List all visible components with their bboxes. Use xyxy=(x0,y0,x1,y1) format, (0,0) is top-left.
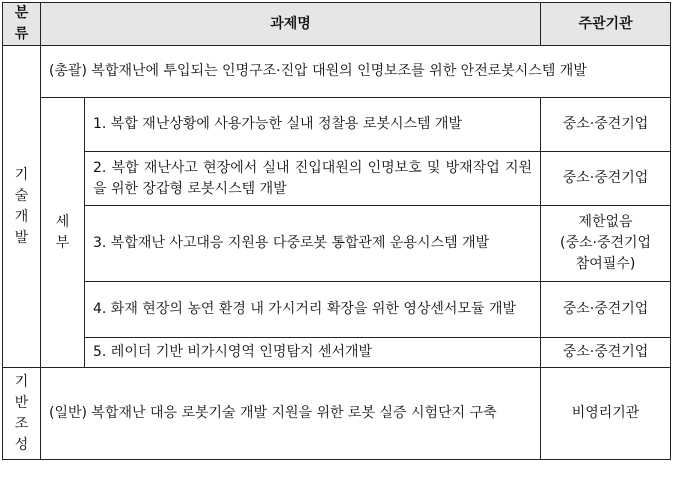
task-table xyxy=(2,2,671,460)
infra-task-text: (일반) 복합재난 대응 로봇기술 개발 지원을 위한 로봇 실증 시험단지 구축 xyxy=(41,368,541,460)
detail-task-text: 5. 레이더 기반 비가시영역 인명탐지 센서개발 xyxy=(85,338,541,368)
detail-task-text: 1. 복합 재난상황에 사용가능한 실내 정찰용 로봇시스템 개발 xyxy=(85,98,541,152)
detail-task-text: 4. 화재 현장의 농연 환경 내 가시거리 확장을 위한 영상센서모듈 개발 xyxy=(85,282,541,338)
infra-organization: 비영리기관 xyxy=(541,368,671,460)
detail-organization: 중소·중견기업 xyxy=(541,282,671,338)
detail-organization: 중소·중견기업 xyxy=(541,338,671,368)
infra-label: 기 반 조 성 xyxy=(3,368,41,460)
detail-task-text: 2. 복합 재난사고 현장에서 실내 진입대원의 인명보호 및 방재작업 지원을 위한 장갑형 로봇시스템 개발 xyxy=(85,152,541,206)
detail-organization: 중소·중견기업 xyxy=(541,98,671,152)
detail-row xyxy=(3,152,671,206)
detail-row xyxy=(3,98,671,152)
header-organization: 주관기관 xyxy=(541,3,671,46)
header-row xyxy=(3,3,671,46)
detail-label: 세 부 xyxy=(41,98,85,368)
detail-row xyxy=(3,282,671,338)
detail-organization: 중소·중견기업 xyxy=(541,152,671,206)
header-task-name: 과제명 xyxy=(41,3,541,46)
overall-row xyxy=(3,46,671,98)
detail-row xyxy=(3,338,671,368)
overall-task-text: (총괄) 복합재난에 투입되는 인명구조·진압 대원의 인명보조를 위한 안전로봇시스템 개발 xyxy=(41,46,671,98)
header-category: 분 류 xyxy=(3,3,41,46)
infra-row xyxy=(3,368,671,460)
detail-organization: 제한없음 (중소·중견기업 참여필수) xyxy=(541,206,671,282)
detail-task-text: 3. 복합재난 사고대응 지원용 다중로봇 통합관제 운용시스템 개발 xyxy=(85,206,541,282)
tech-dev-label: 기 술 개 발 xyxy=(3,46,41,368)
detail-row xyxy=(3,206,671,282)
